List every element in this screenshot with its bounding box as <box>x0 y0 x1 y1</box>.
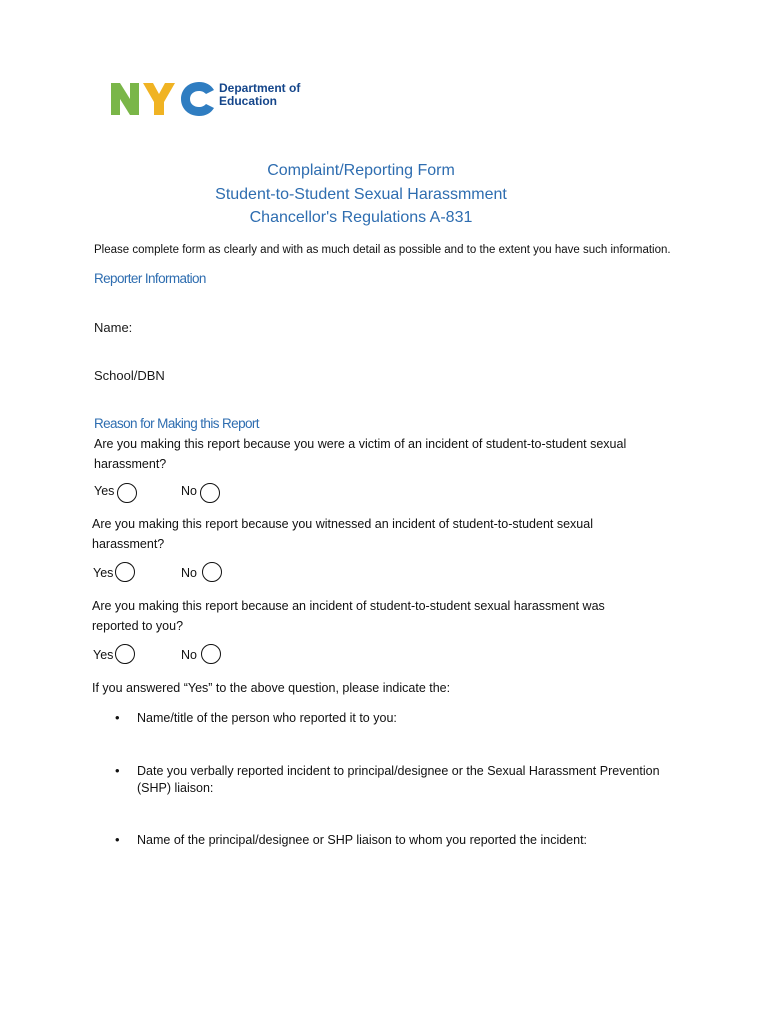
victim-no-radio[interactable] <box>200 483 220 503</box>
victim-yes-radio[interactable] <box>117 483 137 503</box>
reason-heading: Reason for Making this Report <box>94 416 259 431</box>
title-line-2: Student-to-Student Sexual Harassmment <box>215 185 507 203</box>
reported-yes-radio[interactable] <box>115 644 135 664</box>
followup-item-liaison-name: Name of the principal/designee or SHP liaison to whom you reported the incident: <box>137 833 588 847</box>
witness-yes-label: Yes <box>93 566 114 580</box>
school-dbn-field-label: School/DBN <box>94 368 165 383</box>
bullet-1: • <box>115 710 120 725</box>
title-line-3: Chancellor's Regulations A-831 <box>249 209 473 226</box>
nyc-doe-logo <box>110 80 330 120</box>
reporter-information-heading: Reporter Information <box>94 271 206 286</box>
victim-yes-label: Yes <box>94 484 115 498</box>
logo-line-1: Department of <box>219 81 301 95</box>
form-instructions: Please complete form as clearly and with as much detail as possible and to the extent you have such information. <box>94 244 671 256</box>
title-line-1: Complaint/Reporting Form <box>267 162 455 179</box>
name-field-label: Name: <box>94 320 133 335</box>
question-victim-line-1: Are you making this report because you were a victim of an incident of student-to-student sexual <box>94 437 627 451</box>
form-title <box>0 159 722 230</box>
logo-wordmark <box>219 82 300 108</box>
question-witness-line-1: Are you making this report because you witnessed an incident of student-to-student sexual <box>92 517 593 531</box>
question-reported-line-1: Are you making this report because an incident of student-to-student sexual harassment was <box>92 599 605 613</box>
nyc-logo-mark <box>110 80 215 118</box>
question-reported-to-you <box>92 597 672 636</box>
reported-no-radio[interactable] <box>201 644 221 664</box>
bullet-2: • <box>115 763 120 778</box>
witness-no-label: No <box>181 566 197 580</box>
witness-no-radio[interactable] <box>202 562 222 582</box>
question-witness-line-2: harassment? <box>92 536 165 551</box>
question-reported-line-2: reported to you? <box>92 618 184 633</box>
reported-no-label: No <box>181 648 197 662</box>
question-victim <box>94 435 674 474</box>
question-victim-line-2: harassment? <box>94 456 167 471</box>
followup-item-date-reported <box>137 763 697 797</box>
question-witness <box>92 515 672 554</box>
witness-yes-radio[interactable] <box>115 562 135 582</box>
followup-item-date-line-2: (SHP) liaison: <box>137 781 214 795</box>
followup-intro: If you answered “Yes” to the above question, please indicate the: <box>92 681 451 695</box>
followup-item-date-line-1: Date you verbally reported incident to principal/designee or the Sexual Harassment Prevention <box>137 764 660 778</box>
reported-yes-label: Yes <box>93 648 114 662</box>
followup-item-reporter-name: Name/title of the person who reported it to you: <box>137 711 397 725</box>
bullet-3: • <box>115 832 120 847</box>
victim-no-label: No <box>181 484 197 498</box>
logo-line-2: Education <box>219 94 278 108</box>
